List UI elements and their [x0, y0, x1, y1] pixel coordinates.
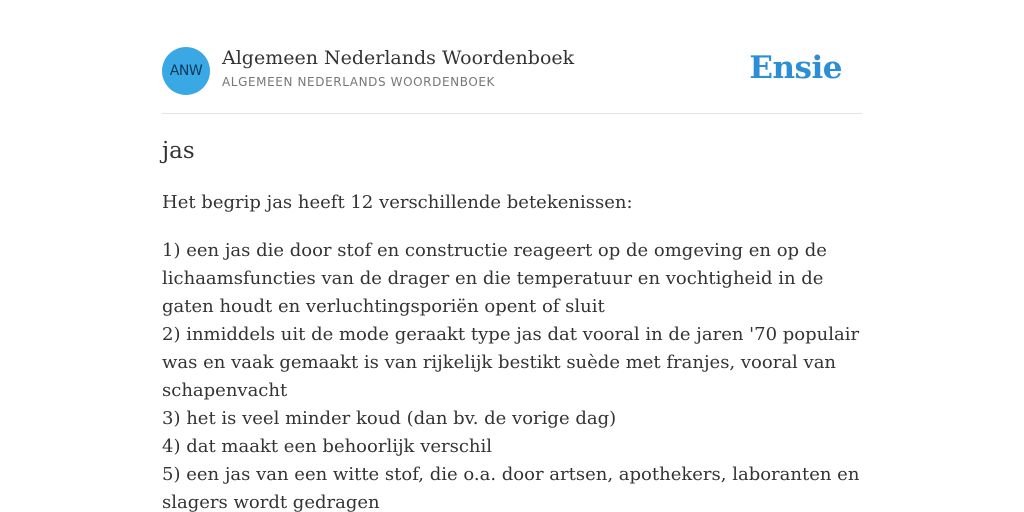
page-title: jas	[162, 138, 195, 164]
meanings-list	[162, 237, 862, 512]
meaning-item: 2) inmiddels uit de mode geraakt type jas dat vooral in de jaren '70 populair was en vaak gemaakt is van rijkelijk bestikt suède met franjes, vooral van schapenvacht	[162, 324, 860, 401]
meaning-item: 1) een jas die door stof en constructie reageert op de omgeving en op de lichaamsfuncties van de drager en die temperatuur en vochtigheid in de gaten houdt en verluchtingsporiën opent of sluit	[162, 240, 827, 317]
meaning-item: 3) het is veel minder koud (dan bv. de vorige dag)	[162, 408, 617, 429]
meaning-item: 4) dat maakt een behoorlijk verschil	[162, 436, 493, 457]
intro-text: Het begrip jas heeft 12 verschillende betekenissen:	[162, 192, 633, 213]
source-subtitle: ALGEMEEN NEDERLANDS WOORDENBOEK	[222, 75, 496, 89]
header-divider	[162, 113, 862, 114]
source-title[interactable]: Algemeen Nederlands Woordenboek	[222, 47, 575, 69]
ensie-logo[interactable]: Ensie	[749, 50, 842, 86]
source-header	[162, 46, 862, 96]
source-avatar[interactable]: ANW	[162, 47, 210, 95]
meaning-item: 5) een jas van een witte stof, die o.a. door artsen, apothekers, laboranten en slagers wordt gedragen	[162, 464, 860, 512]
